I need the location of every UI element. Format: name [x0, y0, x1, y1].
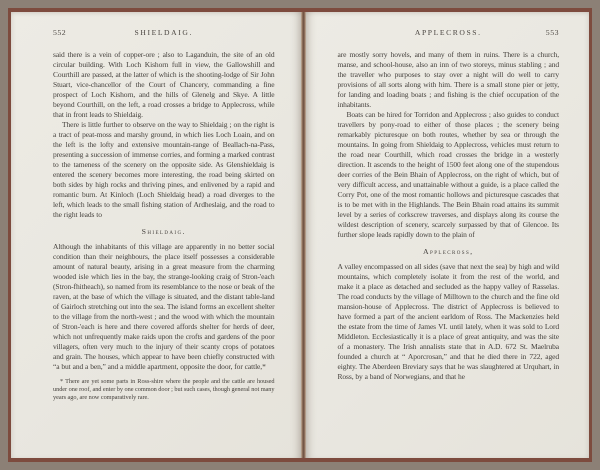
left-page	[11, 12, 301, 458]
left-page-number: 552	[53, 28, 67, 37]
body-paragraph: are mostly sorry hovels, and many of them in ruins. There is a church, manse, and school-house, also an inn of two storeys, minus stabling ; and the traveller who purposes to stay over a night will do well to carry provisions of all sorts along with him. There is a small stone pier or jetty, for landing and loading boats ; and fishing is the chief occupation of the inhabitants.	[337, 50, 559, 109]
book-cover-frame	[8, 8, 592, 462]
left-page-header	[53, 28, 275, 37]
body-paragraph: There is little further to observe on the way to Shieldaig ; on the right is a tract of peat-moss and marshy ground, in which lies Loch Loain, and on the left is the lofty and extensive mountain-range of Beallach-na-Pass, presenting a succession of immense corries, and forming a marked contrast to the tameness of the scenery on the opposite side. As Glenshieldaig is entered the scenery becomes more interesting, the road being skirted on both sides by high rocks and thriving pines, and enlivened by a rapid and romantic burn. At Kinloch (Loch Shieldaig head) a road diverges to the left, which leads to the small fishing station of Ardheslaig, and the road to the right leads to	[53, 120, 275, 219]
body-paragraph: A valley encompassed on all sides (save that next the sea) by high and wild mountains, which completely isolate it from the rest of the world, and make it a place as detached and secluded as the happy valley of Rasselas. The road conducts by the village of Milltown to the church and the fine old mansion-house of Applecross. The district of Applecross is believed to have formed a part of the ancient earldom of Ross. The Mackenzies held the estate from the time of James VI. until lately, when it was sold to Lord Middleton. Ecclesiastically it is a place of great antiquity, and was the site of a monastery. The Irish annalists state that in A.D. 672 St. Maelruba founded a church at “ Aporcrosan,” and that he died there in 722, aged eighty. The Aberdeen Breviary says that he was slaughtered at Urquhart, in Ross, by a band of Norwegians, and that he	[337, 262, 559, 381]
body-paragraph: said there is a vein of copper-ore ; also to Laganduin, the site of an old circular building. With Loch Kishorn full in view, the Gallowshill and Courthill are passed, at the latter of which is the shooting-lodge of Sir John Stuart, vice-chancellor of the Court of Chancery, commanding a fine prospect of Loch Kishorn, and the hills of Glenelg and Skye. A little beyond Courthill, on the left, a road crosses a bridge to Applecross, while that in front leads to Shieldaig.	[53, 50, 275, 119]
right-page-header	[338, 28, 560, 37]
footnote: * There are yet some parts in Ross-shire where the people and the cattle are housed under one roof, and enter by one common door ; but such cases, though general not many years ago, are now comparatively rare.	[53, 378, 275, 402]
section-heading-shieldaig: Shieldaig.	[141, 227, 186, 236]
body-paragraph: Although the inhabitants of this village are apparently in no better social condition than their neighbours, the place itself possesses a considerable amount of natural beauty, arising in a great measure from the charming wooded isle which lies in the bay, the strange-looking craig of Stron-'each (Stron-fhitheach), so named from its resemblance to the nose or beak of the raven, at the base of which the village is situated, and the distant table-land of Gairloch stretching out into the sea. The island forms an excellent shelter to the village from the north-west ; and the wood with which the mountain of Stron-'each is here and there covered affords shelter for herds of deer, which not unfrequently make raids upon the crofts and gardens of the poor villagers, often very much to the injury of their scanty crops of potatoes and grain. The houses, which appear to have been chiefly constructed with “a but and a ben,” and a middle apartment, opposite the door, for cattle,*	[53, 242, 275, 371]
right-page	[306, 12, 590, 458]
right-page-number: 553	[545, 28, 559, 37]
right-running-title: APPLECROSS.	[414, 28, 482, 37]
body-paragraph: Boats can be hired for Torridon and Applecross ; also guides to conduct travellers by pony-road to either of those places ; the scenery being remarkably picturesque on both routes, whether by sea or through the mountains. In going from Shieldaig to Applecross, vehicles must return to the road near Courthill, which road crosses the bridge in a westerly direction. It ascends to the height of 1500 feet along one of the stupendous deer corries of the Bein Bhain of Applecross, on the right of which, but of very difficult access, and unattainable without a guide, is a place called the Corry Pot, one of the most romantic hollows and picturesque cascades that is to be met with in the Highlands. The Bein Bhain road attains its summit level by a series of corkscrew traverses, and displays along its course the wildest description of scenery, scarcely surpassed by that of Glencoe. Its further slope leads rapidly down to the plain of	[337, 110, 559, 239]
left-running-title: SHIELDAIG.	[134, 28, 193, 37]
section-heading-applecross: Applecross,	[423, 247, 474, 256]
